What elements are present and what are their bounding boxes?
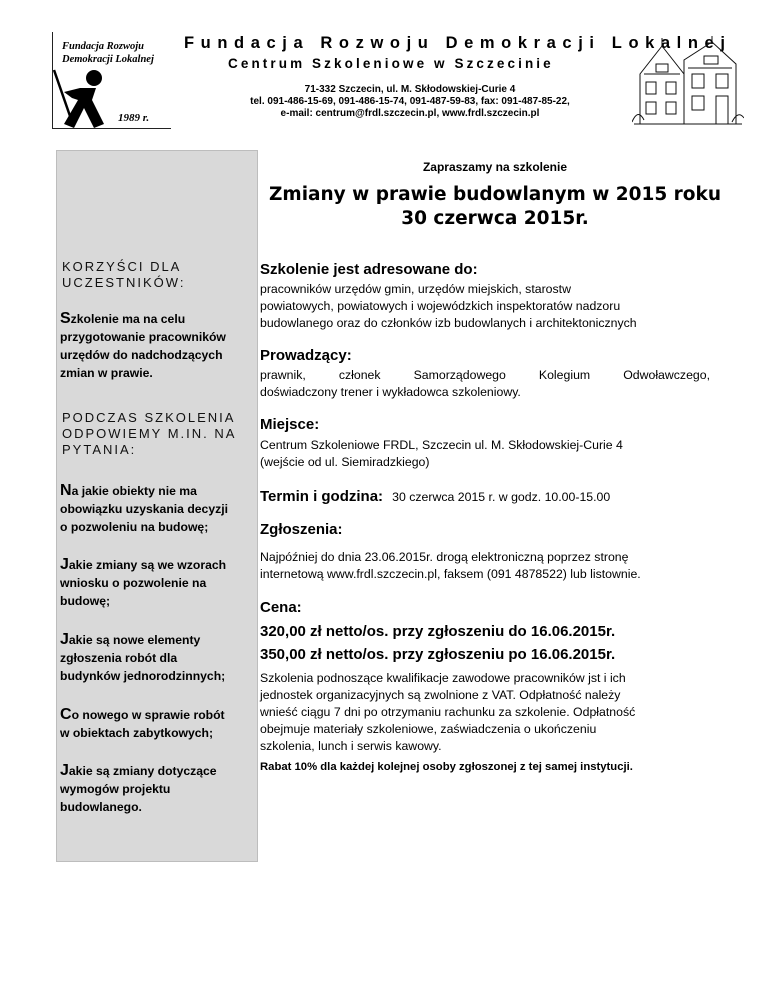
price-heading: Cena: [260, 599, 302, 616]
trainer-text: prawnik, członek Samorządowego Kolegium Odwoławczego, doświadczony trener i wykładowca szkoleniowy. [260, 368, 710, 399]
logo-year: 1989 r. [118, 112, 150, 124]
course-date: 30 czerwca 2015r. [401, 208, 589, 229]
time-heading: Termin i godzina: [260, 488, 384, 505]
place-heading: Miejsce: [260, 416, 320, 433]
question-item: Co nowego w sprawie robót w obiektach zabytkowych; [60, 706, 225, 740]
place-text: Centrum Szkoleniowe FRDL, Szczecin ul. M. Skłodowskiej-Curie 4 (wejście od ul. Siemiradzkiego) [260, 438, 623, 469]
org-subtitle: Centrum Szkoleniowe w Szczecinie [228, 56, 554, 71]
question-item: Jakie zmiany są we wzorach wniosku o pozwolenie na budowę; [60, 556, 227, 608]
walking-figure-icon [50, 66, 120, 130]
time-value: 30 czerwca 2015 r. w godz. 10.00-15.00 [392, 490, 611, 504]
address-line: 71-332 Szczecin, ul. M. Skłodowskiej-Curie 4 [304, 84, 516, 95]
price-early: 320,00 zł netto/os. przy zgłoszeniu do 16.06.2015r. [260, 623, 616, 640]
apply-text: Najpóźniej do dnia 23.06.2015r. drogą elektroniczną poprzez stronę internetową www.frdl.szczecin.pl, faksem (091 4878522) lub listownie. [260, 550, 641, 581]
question-item: Jakie są zmiany dotyczące wymogów projektu budowlanego. [60, 762, 217, 814]
audience-heading: Szkolenie jest adresowane do: [260, 261, 478, 278]
question-item: Na jakie obiekty nie ma obowiązku uzyskania decyzji o pozwoleniu na budowę; [60, 482, 228, 534]
time-row [260, 486, 610, 505]
org-title: Fundacja Rozwoju Demokracji Lokalnej [184, 34, 732, 52]
price-late: 350,00 zł netto/os. przy zgłoszeniu po 16.06.2015r. [260, 646, 616, 663]
intro-text: Zapraszamy na szkolenie [422, 160, 568, 174]
trainer-heading: Prowadzący: [260, 347, 352, 364]
apply-heading: Zgłoszenia: [260, 521, 343, 538]
logo-name: Fundacja Rozwoju Demokracji Lokalnej [62, 41, 154, 65]
vat-text: Szkolenia podnoszące kwalifikacje zawodowe pracowników jst i ich jednostek organizacyjnych są zwolnione z VAT. Odpłatność należy wnieść ciągu 7 dni po otrzymaniu rachunku za szkolenie. Odpłatność obejmuje materiały szkoleniowe, zaświadczenia o ukończeniu szkolenia, lunch i serwis kawowy. [260, 671, 636, 753]
building-sketch-icon [632, 34, 744, 126]
audience-text: pracowników urzędów gmin, urzędów miejskich, starostw powiatowych, powiatowych i wojewódzkich inspektoratów nadzoru budowlanego oraz do członków izb budowlanych i architektonicznych [260, 282, 637, 330]
benefits-heading: KORZYŚCI DLA UCZESTNIKÓW: [62, 259, 186, 290]
course-title: Zmiany w prawie budowlanym w 2015 roku [269, 184, 721, 205]
questions-heading: PODCZAS SZKOLENIA ODPOWIEMY M.IN. NA PYTANIA: [62, 410, 237, 457]
goal-text: Szkolenie ma na celu przygotowanie pracowników urzędów do nadchodzących zmian w prawie. [60, 310, 226, 380]
discount-text: Rabat 10% dla każdej kolejnej osoby zgłoszonej z tej samej instytucji. [260, 761, 633, 773]
phone-line: tel. 091-486-15-69, 091-486-15-74, 091-487-59-83, fax: 091-487-85-22, [250, 96, 570, 107]
question-item: Jakie są nowe elementy zgłoszenia robót dla budynków jednorodzinnych; [60, 631, 226, 683]
email-line: e-mail: centrum@frdl.szczecin.pl, www.frdl.szczecin.pl [280, 108, 540, 119]
